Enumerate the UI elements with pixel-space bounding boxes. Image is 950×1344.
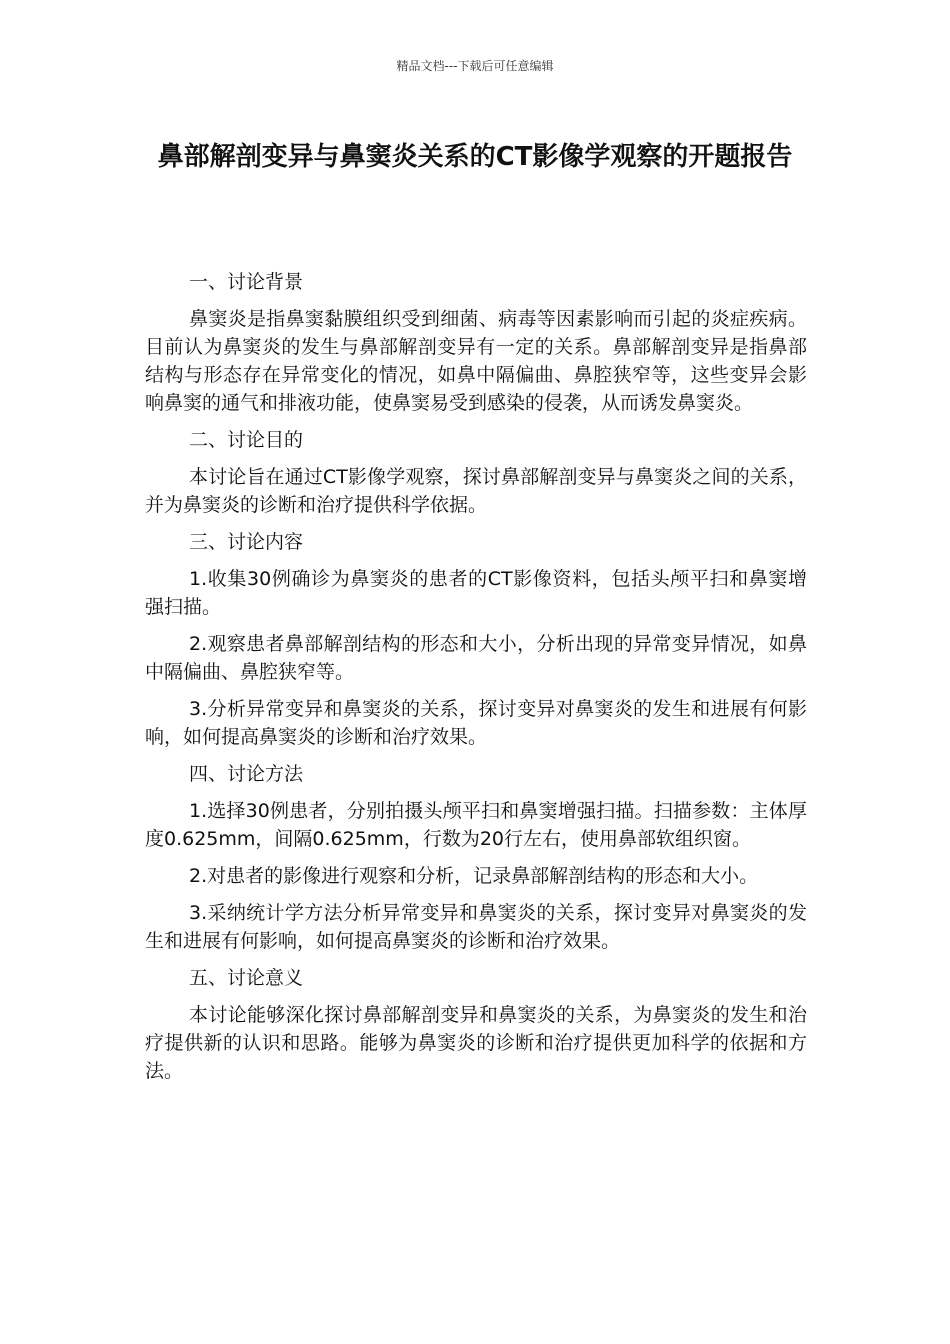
section-heading-method: 四、讨论方法 [189, 763, 304, 785]
header-note: 精品文档---下载后可任意编辑 [396, 59, 554, 73]
paragraph-background: 鼻窦炎是指鼻窦黏膜组织受到细菌、病毒等因素影响而引起的炎症疾病。目前认为鼻窦炎的发生与鼻部解剖变异有一定的关系。鼻部解剖变异是指鼻部结构与形态存在异常变化的情况，如鼻中隔偏曲、鼻腔狭窄等，这些变异会影响鼻窦的通气和排液功能，使鼻窦易受到感染的侵袭，从而诱发鼻窦炎。 [145, 308, 807, 414]
paragraph-significance: 本讨论能够深化探讨鼻部解剖变异和鼻窦炎的关系，为鼻窦炎的发生和治疗提供新的认识和思路。能够为鼻窦炎的诊断和治疗提供更加科学的依据和方法。 [145, 1004, 807, 1082]
document-title: 鼻部解剖变异与鼻窦炎关系的CT影像学观察的开题报告 [157, 142, 793, 172]
paragraph-method-1: 1.选择30例患者，分别拍摄头颅平扫和鼻窦增强扫描。扫描参数：主体厚度0.625mm，间隔0.625mm，行数为20行左右，使用鼻部软组织窗。 [145, 800, 807, 850]
section-heading-content: 三、讨论内容 [189, 531, 304, 553]
document-body [145, 268, 807, 1094]
section-heading-background: 一、讨论背景 [189, 271, 304, 293]
section-heading-purpose: 二、讨论目的 [189, 429, 304, 451]
paragraph-method-2: 2.对患者的影像进行观察和分析，记录鼻部解剖结构的形态和大小。 [189, 865, 759, 887]
paragraph-content-1: 1.收集30例确诊为鼻窦炎的患者的CT影像资料，包括头颅平扫和鼻窦增强扫描。 [145, 568, 807, 618]
section-heading-significance: 五、讨论意义 [189, 967, 304, 989]
paragraph-method-3: 3.采纳统计学方法分析异常变异和鼻窦炎的关系，探讨变异对鼻窦炎的发生和进展有何影响，如何提高鼻窦炎的诊断和治疗效果。 [145, 902, 807, 952]
paragraph-content-3: 3.分析异常变异和鼻窦炎的关系，探讨变异对鼻窦炎的发生和进展有何影响，如何提高鼻窦炎的诊断和治疗效果。 [145, 698, 807, 748]
paragraph-content-2: 2.观察患者鼻部解剖结构的形态和大小，分析出现的异常变异情况，如鼻中隔偏曲、鼻腔狭窄等。 [145, 633, 807, 683]
paragraph-purpose: 本讨论旨在通过CT影像学观察，探讨鼻部解剖变异与鼻窦炎之间的关系，并为鼻窦炎的诊断和治疗提供科学依据。 [145, 466, 807, 516]
